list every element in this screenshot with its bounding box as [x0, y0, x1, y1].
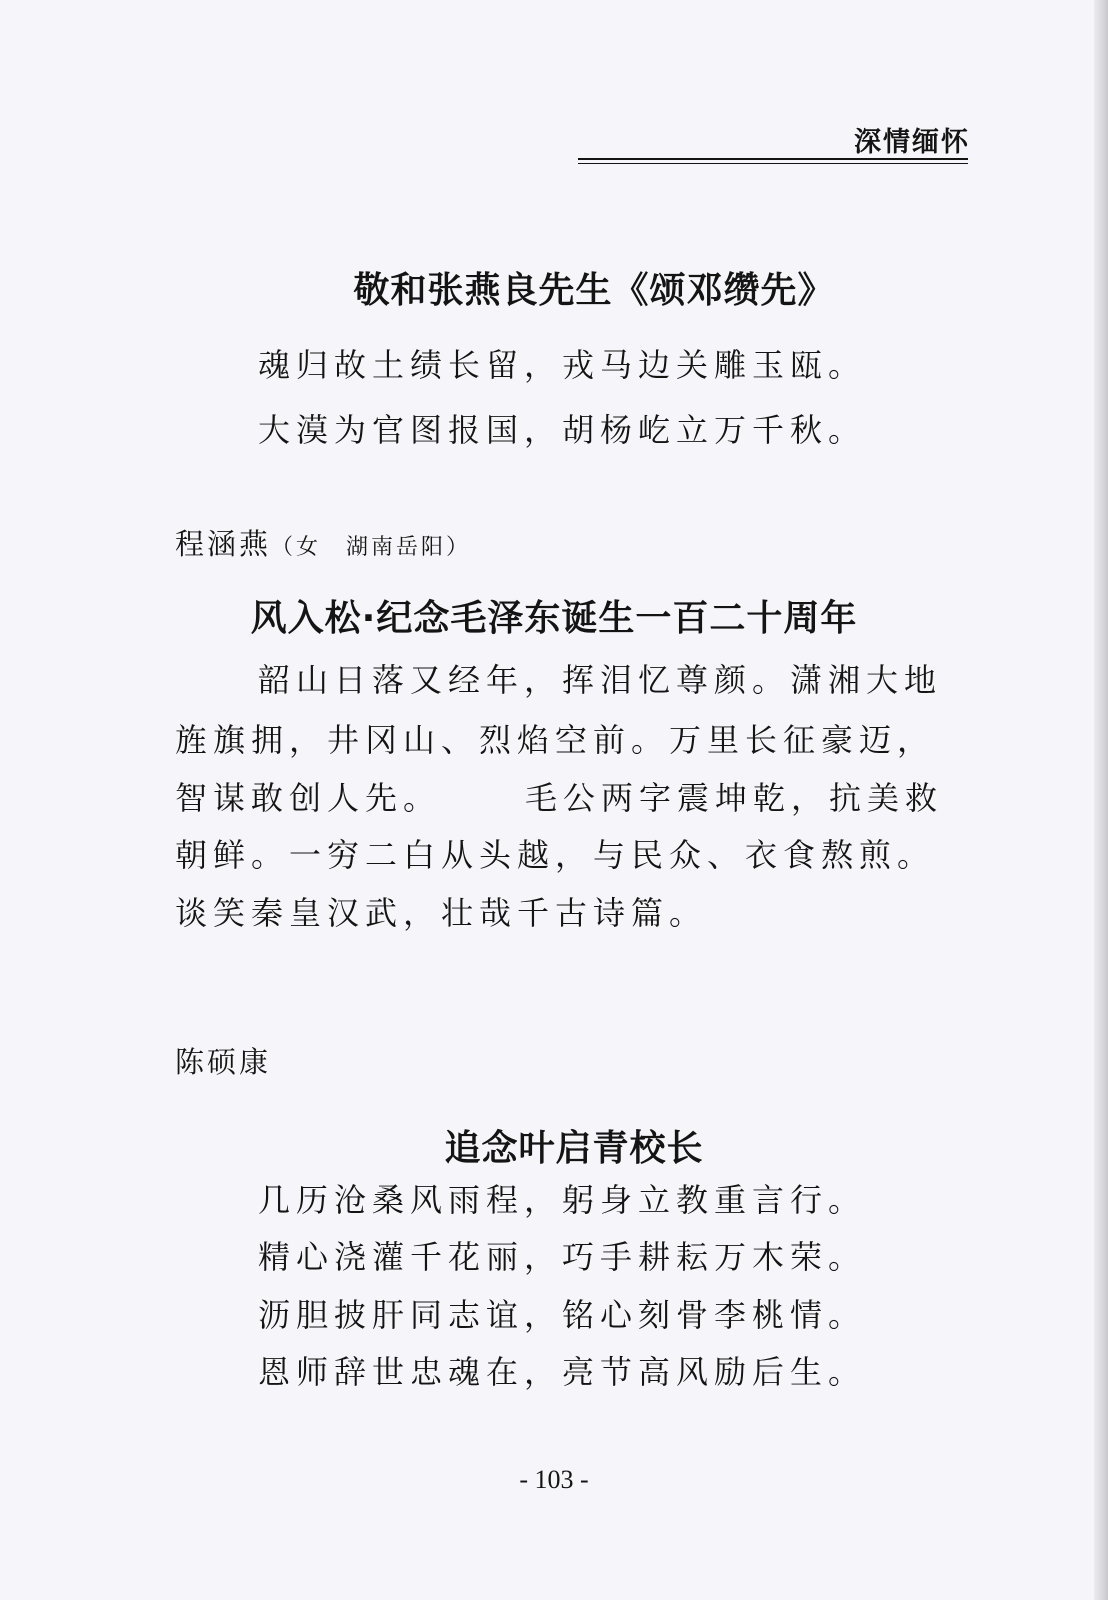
poem-line: 大漠为官图报国，胡杨屹立万千秋。	[258, 411, 867, 449]
poem-line: 朝鲜。一穷二白从头越，与民众、衣食熬煎。	[175, 836, 936, 874]
poem-line: 魂归故土绩长留，戎马边关雕玉瓯。	[258, 346, 867, 384]
poem-line: 旌旗拥，井冈山、烈焰空前。万里长征豪迈，	[175, 721, 936, 759]
poem-line: 几历沧桑风雨程，躬身立教重言行。	[258, 1181, 867, 1219]
poem-line: 沥胆披肝同志谊，铭心刻骨李桃情。	[258, 1296, 867, 1334]
author-note: （女 湖南岳阳）	[271, 535, 472, 560]
poem-line: 智谋敢创人先。	[175, 779, 442, 817]
poem-title: 风入松·纪念毛泽东诞生一百二十周年	[250, 598, 858, 639]
page-edge	[1094, 0, 1108, 1600]
poem-title: 追念叶启青校长	[444, 1128, 704, 1169]
poem-line: 毛公两字震坤乾，抗美救	[525, 779, 944, 817]
poem-line: 谈笑秦皇汉武，壮哉千古诗篇。	[175, 894, 708, 932]
author-name: 程涵燕	[175, 527, 272, 561]
header-rule	[578, 158, 968, 160]
author-line	[175, 522, 471, 563]
page-number: - 103 -	[519, 1465, 589, 1494]
author-name: 陈硕康	[175, 1045, 272, 1079]
running-header: 深情缅怀	[854, 127, 970, 158]
poem-line: 恩师辞世忠魂在，亮节高风励后生。	[258, 1353, 867, 1391]
poem-line: 精心浇灌千花丽，巧手耕耘万木荣。	[258, 1238, 867, 1276]
poem-title: 敬和张燕良先生《颂邓缵先》	[353, 270, 835, 311]
poem-line: 韶山日落又经年，挥泪忆尊颜。潇湘大地	[258, 661, 943, 699]
header-rule-thin	[578, 163, 968, 164]
author-line	[175, 1040, 271, 1081]
